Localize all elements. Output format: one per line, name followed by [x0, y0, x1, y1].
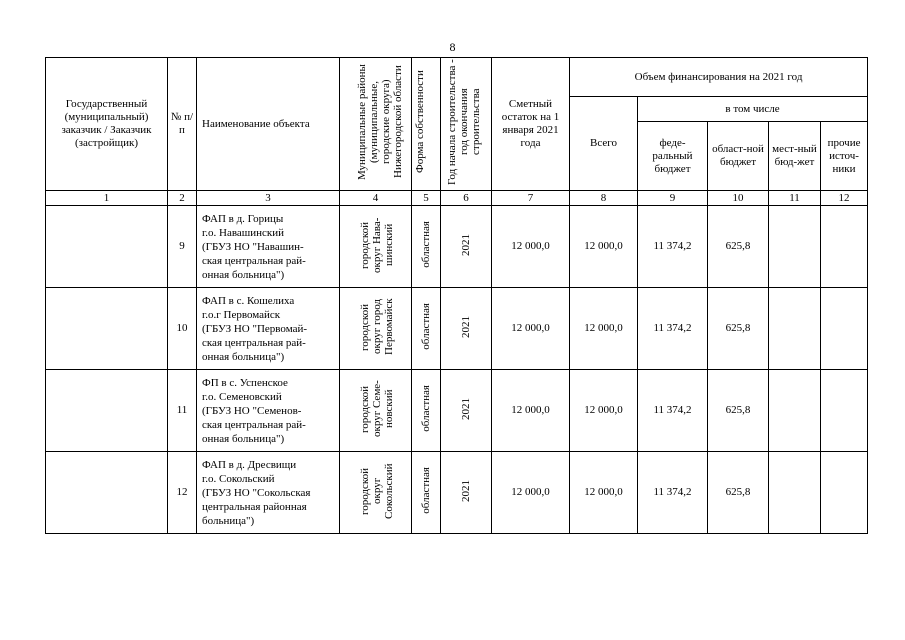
header-federal: феде-ральный бюджет — [638, 122, 708, 191]
header-num: № п/п — [168, 58, 197, 191]
row-years-cell — [441, 206, 492, 288]
row-federal: 11 374,2 — [638, 370, 708, 452]
header-ownership: Форма собственности — [414, 70, 426, 174]
header-regional: област-ной бюджет — [708, 122, 769, 191]
row-other — [821, 206, 868, 288]
row-num: 10 — [168, 288, 197, 370]
row-estimated-balance: 12 000,0 — [492, 370, 570, 452]
column-number: 7 — [492, 191, 570, 206]
row-local — [769, 452, 821, 534]
column-number: 6 — [441, 191, 492, 206]
column-number: 3 — [197, 191, 340, 206]
header-financing-volume: Объем финансирования на 2021 год — [570, 58, 868, 97]
row-years: 2021 — [460, 397, 472, 420]
header-total: Всего — [570, 97, 638, 191]
financing-table — [45, 57, 868, 534]
row-customer — [46, 370, 168, 452]
row-other — [821, 452, 868, 534]
row-ownership: областная — [420, 385, 432, 432]
row-years: 2021 — [460, 233, 472, 256]
row-object-name-cell — [197, 370, 340, 452]
row-district: городской округ Нава-шинский — [358, 216, 395, 273]
header-row-1 — [46, 58, 868, 97]
row-total: 12 000,0 — [570, 370, 638, 452]
row-ownership: областная — [420, 221, 432, 268]
row-ownership: областная — [420, 467, 432, 514]
header-object-name: Наименование объекта — [197, 58, 340, 191]
row-customer — [46, 206, 168, 288]
row-object-name: ФАП в с. Кошелиха г.о.г Первомайск (ГБУЗ НО "Первомай- ская центральная рай- онная больница") — [202, 294, 308, 363]
row-local — [769, 370, 821, 452]
row-regional: 625,8 — [708, 288, 769, 370]
column-number: 2 — [168, 191, 197, 206]
row-ownership-cell — [412, 452, 441, 534]
column-number: 4 — [340, 191, 412, 206]
row-federal: 11 374,2 — [638, 288, 708, 370]
row-district-cell — [340, 452, 412, 534]
header-municipal-district: Муниципальные районы (муниципальные, городские округа) Нижегородской области — [355, 64, 404, 180]
header-customer: Государственный (муниципальный) заказчик / Заказчик (застройщик) — [46, 58, 168, 191]
row-total: 12 000,0 — [570, 452, 638, 534]
row-regional: 625,8 — [708, 370, 769, 452]
row-years-cell — [441, 288, 492, 370]
row-federal: 11 374,2 — [638, 206, 708, 288]
row-object-name: ФАП в д. Горицы г.о. Навашинский (ГБУЗ НО "Навашин- ская центральная рай- онная больница") — [202, 212, 306, 281]
header-district-cell — [340, 58, 412, 191]
row-years-cell — [441, 452, 492, 534]
row-ownership: областная — [420, 303, 432, 350]
header-years: Год начала строительства - год окончания строительства — [446, 59, 482, 185]
header-including: в том числе — [638, 97, 868, 122]
table-row — [46, 452, 868, 534]
row-object-name-cell — [197, 452, 340, 534]
header-other: прочие источ-ники — [821, 122, 868, 191]
column-number: 1 — [46, 191, 168, 206]
table-row — [46, 206, 868, 288]
row-district-cell — [340, 370, 412, 452]
table-row — [46, 288, 868, 370]
row-estimated-balance: 12 000,0 — [492, 288, 570, 370]
row-estimated-balance: 12 000,0 — [492, 452, 570, 534]
row-total: 12 000,0 — [570, 206, 638, 288]
column-numbers-row — [46, 191, 868, 206]
row-ownership-cell — [412, 206, 441, 288]
row-num: 12 — [168, 452, 197, 534]
column-number: 10 — [708, 191, 769, 206]
row-num: 11 — [168, 370, 197, 452]
column-number: 9 — [638, 191, 708, 206]
row-customer — [46, 452, 168, 534]
row-object-name: ФП в с. Успенское г.о. Семеновский (ГБУЗ НО "Семенов- ская центральная рай- онная больница") — [202, 376, 306, 445]
row-ownership-cell — [412, 370, 441, 452]
row-customer — [46, 288, 168, 370]
row-estimated-balance: 12 000,0 — [492, 206, 570, 288]
header-ownership-cell — [412, 58, 441, 191]
row-other — [821, 288, 868, 370]
row-district-cell — [340, 288, 412, 370]
column-number: 11 — [769, 191, 821, 206]
table-row — [46, 370, 868, 452]
row-years: 2021 — [460, 479, 472, 502]
row-ownership-cell — [412, 288, 441, 370]
row-object-name-cell — [197, 206, 340, 288]
row-local — [769, 206, 821, 288]
row-other — [821, 370, 868, 452]
row-total: 12 000,0 — [570, 288, 638, 370]
column-number: 8 — [570, 191, 638, 206]
row-years-cell — [441, 370, 492, 452]
row-regional: 625,8 — [708, 452, 769, 534]
column-number: 12 — [821, 191, 868, 206]
row-federal: 11 374,2 — [638, 452, 708, 534]
row-district: городской округ Сокольский — [358, 462, 395, 519]
row-district-cell — [340, 206, 412, 288]
row-district: городской округ Семе-новский — [358, 380, 395, 437]
row-num: 9 — [168, 206, 197, 288]
row-years: 2021 — [460, 315, 472, 338]
column-number: 5 — [412, 191, 441, 206]
row-object-name-cell — [197, 288, 340, 370]
header-local: мест-ный бюд-жет — [769, 122, 821, 191]
row-district: городской округ город Первомайск — [358, 298, 395, 355]
row-object-name: ФАП в д. Дресвищи г.о. Сокольский (ГБУЗ НО "Сокольская центральная районная больница") — [202, 458, 311, 527]
page-number: 8 — [449, 40, 456, 54]
header-years-cell — [441, 58, 492, 191]
row-local — [769, 288, 821, 370]
row-regional: 625,8 — [708, 206, 769, 288]
header-estimated-balance: Сметный остаток на 1 января 2021 года — [492, 58, 570, 191]
